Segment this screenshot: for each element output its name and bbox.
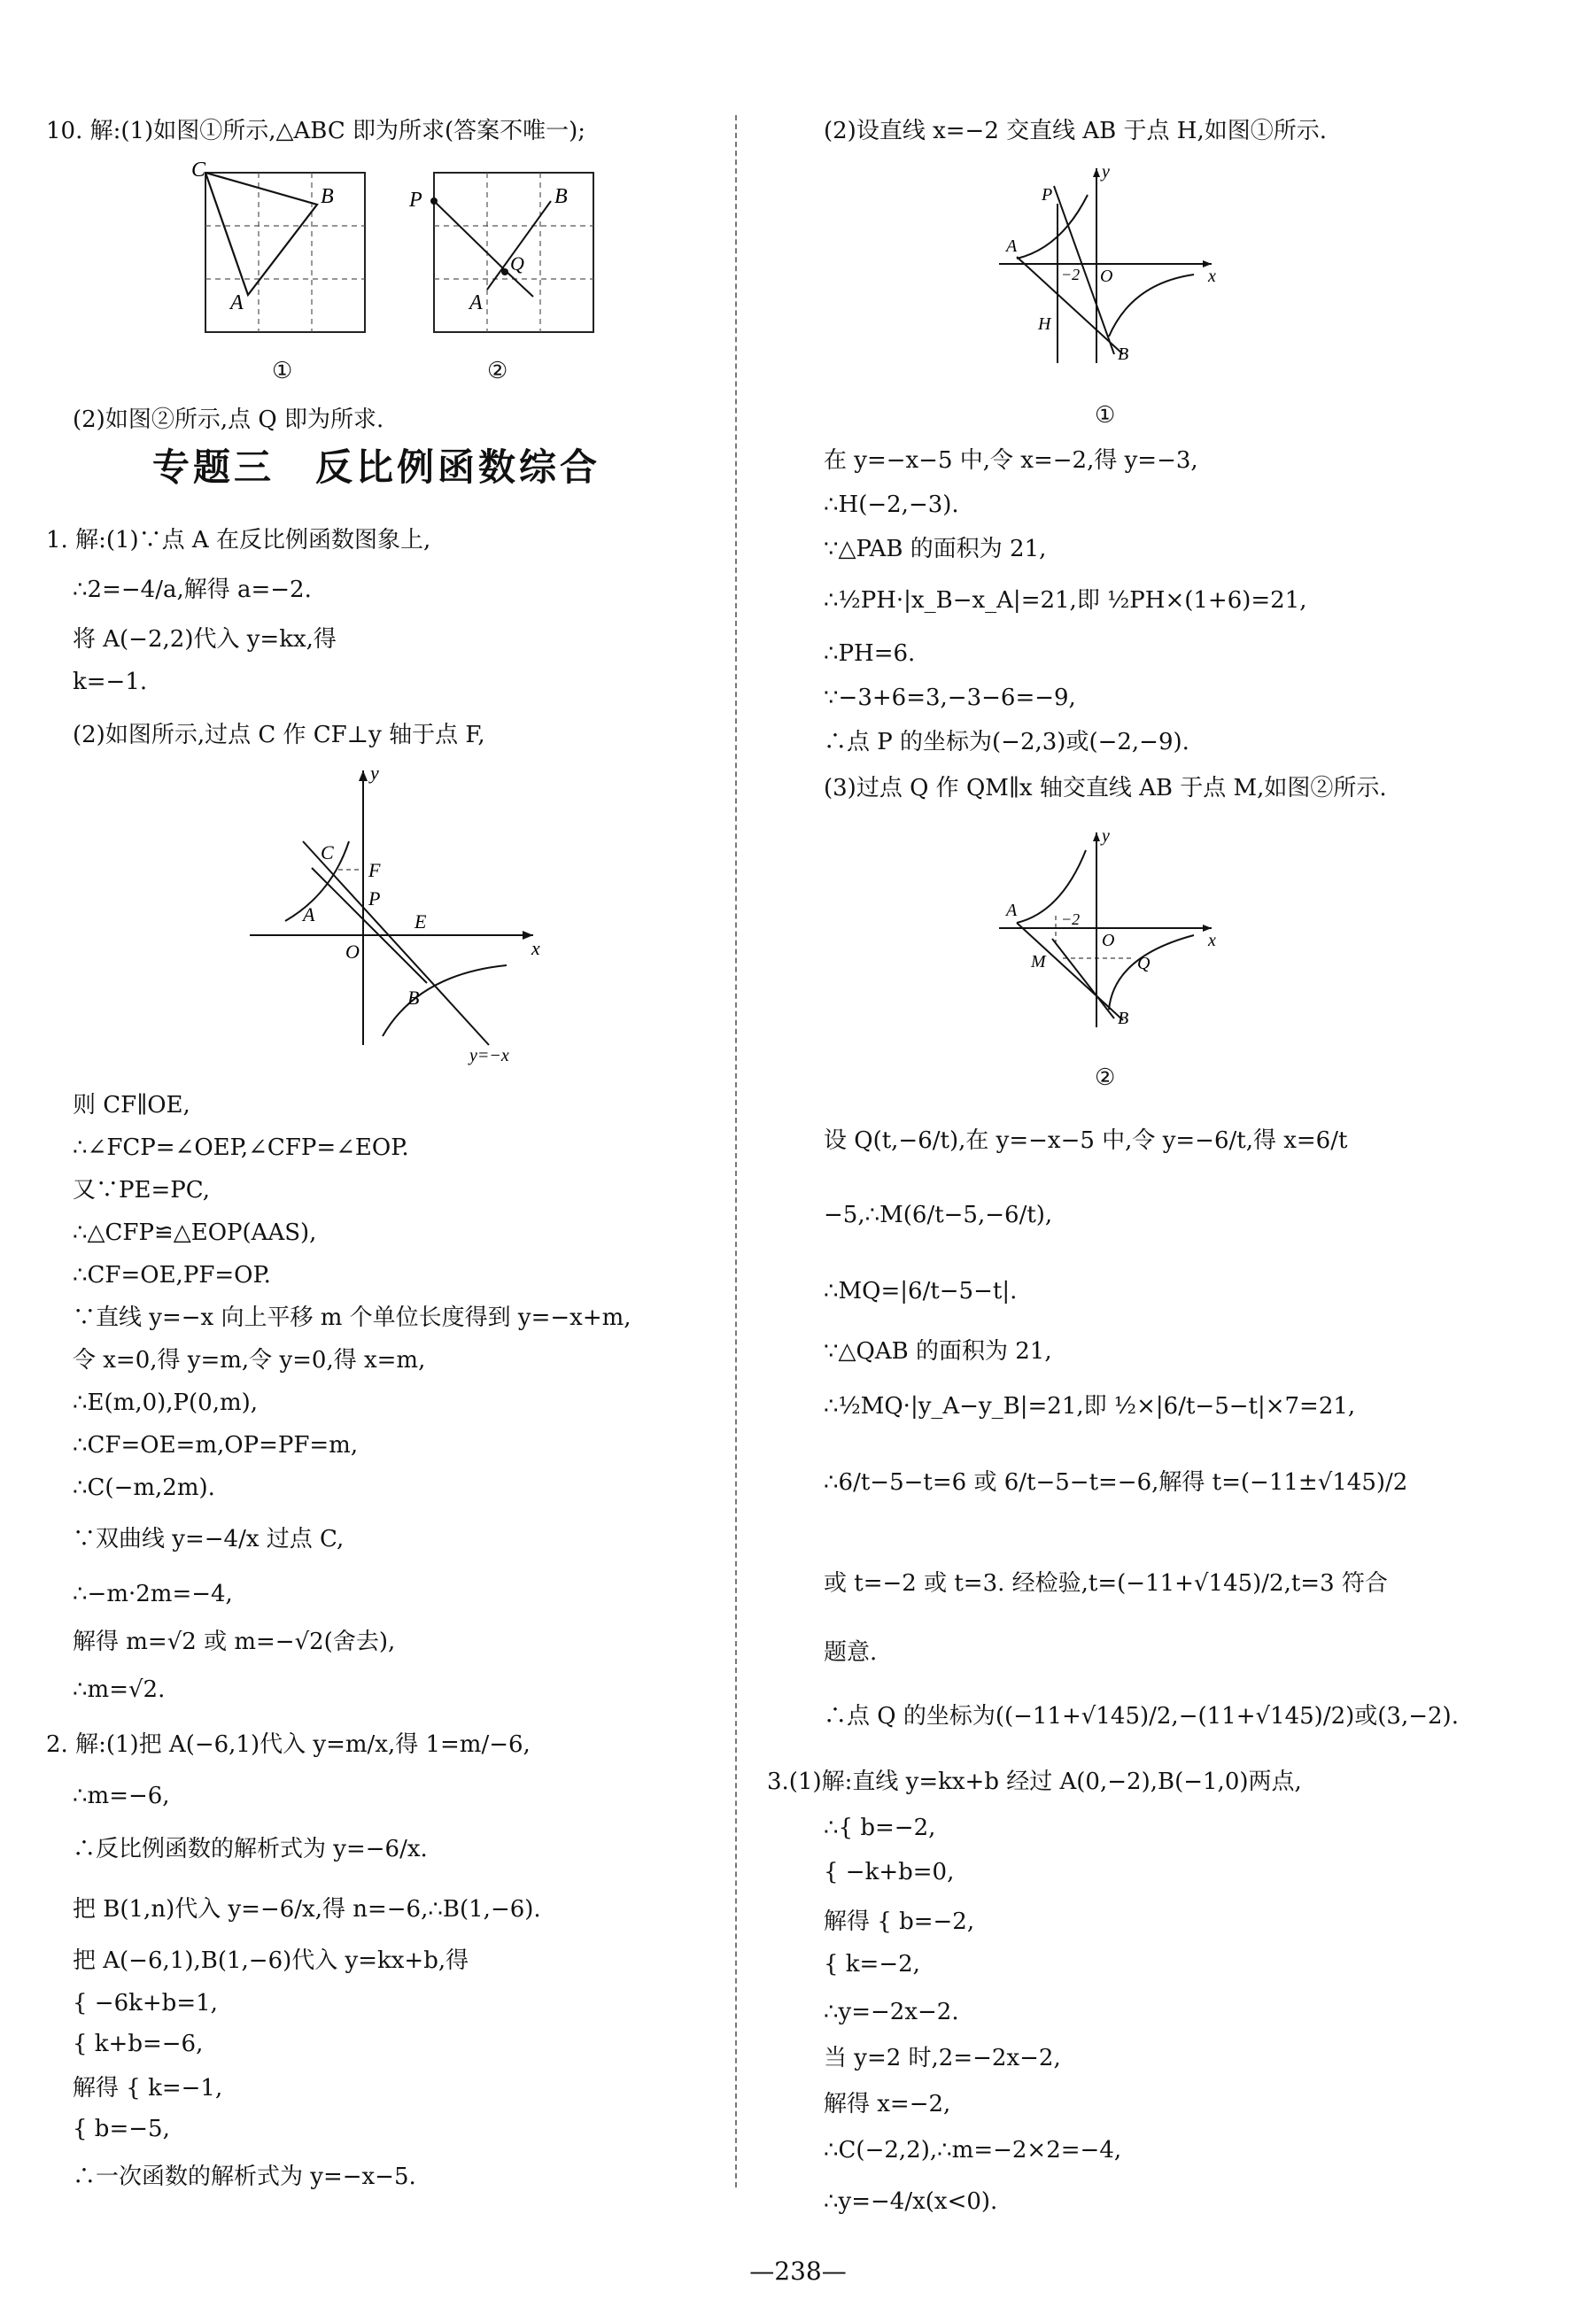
text-line: ∴m=−6,	[73, 1783, 170, 1809]
text-line: ∴E(m,0),P(0,m),	[73, 1390, 259, 1416]
text-line: ∴y=−2x−2.	[824, 1999, 959, 2025]
text-line: { −k+b=0,	[824, 1859, 955, 1885]
grid2-label: P	[409, 189, 422, 212]
text-line: ∵△PAB 的面积为 21,	[824, 536, 1047, 562]
hyperbola-label: x	[531, 937, 540, 959]
graph1-label: −2	[1061, 266, 1081, 283]
text-line: ∴m=√2.	[73, 1676, 166, 1703]
text-line: 或 t=−2 或 t=3. 经检验,t=(−11+√145)/2,t=3 符合	[824, 1570, 1388, 1597]
text-line: ∴点 Q 的坐标为((−11+√145)/2,−(11+√145)/2)或(3,−2).	[824, 1703, 1459, 1730]
graph-figure-1	[999, 159, 1229, 375]
text-line: ∴½MQ·|y_A−y_B|=21,即 ½×|6/t−5−t|×7=21,	[824, 1393, 1356, 1420]
graph1-label: A	[1006, 236, 1018, 256]
text-line: ∴C(−m,2m).	[73, 1475, 215, 1501]
grid1-label: C	[191, 159, 206, 182]
text-line: ∴CF=OE,PF=OP.	[73, 1262, 271, 1289]
page-number: —238—	[749, 2257, 847, 2286]
graph2-label: B	[1118, 1009, 1129, 1028]
text-line: ∴6/t−5−t=6 或 6/t−5−t=−6,解得 t=(−11±√145)/2	[824, 1469, 1408, 1496]
text-line: ∴点 P 的坐标为(−2,3)或(−2,−9).	[824, 729, 1189, 755]
figure-caption: ①	[272, 358, 293, 384]
text-line: 把 A(−6,1),B(1,−6)代入 y=kx+b,得	[73, 1947, 469, 1974]
text-line: 3.(1)解:直线 y=kx+b 经过 A(0,−2),B(−1,0)两点,	[767, 1769, 1302, 1795]
hyperbola-label: y	[370, 762, 379, 784]
figure-caption: ①	[1095, 402, 1116, 429]
text-line: ∴∠FCP=∠OEP,∠CFP=∠EOP.	[73, 1134, 409, 1161]
text-line: ∴△CFP≌△EOP(AAS),	[73, 1219, 317, 1246]
text-line: ∵双曲线 y=−4/x 过点 C,	[73, 1526, 345, 1552]
hyperbola-label: C	[321, 841, 334, 863]
text-line: 10. 解:(1)如图①所示,△ABC 即为所求(答案不唯一);	[46, 118, 586, 144]
graph1-label: x	[1208, 267, 1216, 286]
text-line: ∵直线 y=−x 向上平移 m 个单位长度得到 y=−x+m,	[73, 1304, 631, 1331]
text-line: 把 B(1,n)代入 y=−6/x,得 n=−6,∴B(1,−6).	[73, 1896, 541, 1923]
text-line: (2)如图所示,过点 C 作 CF⊥y 轴于点 F,	[73, 722, 485, 748]
text-line: 解得 m=√2 或 m=−√2(舍去),	[73, 1629, 396, 1655]
graph1-label: P	[1042, 185, 1053, 205]
graph2-label: M	[1031, 952, 1046, 972]
text-line: ∵−3+6=3,−3−6=−9,	[824, 685, 1076, 711]
hyperbola-label: E	[414, 910, 427, 933]
hyperbola-label: A	[303, 903, 315, 925]
text-line: 1. 解:(1)∵点 A 在反比例函数图象上,	[46, 527, 431, 554]
text-line: ∴−m·2m=−4,	[73, 1581, 233, 1607]
text-line: 将 A(−2,2)代入 y=kx,得	[73, 626, 337, 653]
text-line: ∴H(−2,−3).	[824, 492, 959, 518]
hyperbola-label: O	[345, 941, 360, 963]
text-line: −5,∴M(6/t−5,−6/t),	[824, 1202, 1053, 1228]
text-line: 题意.	[824, 1639, 878, 1666]
graph1-label: O	[1100, 267, 1113, 286]
hyperbola-label: B	[407, 987, 420, 1009]
text-line: 又∵PE=PC,	[73, 1177, 210, 1204]
graph2-label: Q	[1137, 954, 1151, 973]
hyperbola-figure	[250, 753, 551, 1075]
graph1-label: B	[1118, 345, 1129, 364]
graph2-label: O	[1102, 931, 1115, 950]
column-divider	[735, 115, 737, 2187]
text-line: ∵△QAB 的面积为 21,	[824, 1338, 1052, 1365]
grid2-label: B	[554, 185, 568, 208]
hyperbola-label: y=−x	[469, 1046, 509, 1065]
graph2-label: A	[1006, 901, 1018, 920]
text-line: { −6k+b=1,	[73, 1990, 218, 2017]
graph1-label: y	[1102, 162, 1110, 182]
text-line: 解得 x=−2,	[824, 2091, 951, 2117]
text-line: ∴反比例函数的解析式为 y=−6/x.	[73, 1836, 428, 1862]
hyperbola-label: F	[368, 859, 381, 881]
graph1-label: H	[1038, 314, 1051, 334]
text-line: 在 y=−x−5 中,令 x=−2,得 y=−3,	[824, 447, 1198, 474]
hyperbola-label: P	[368, 887, 381, 910]
graph-figure-2	[999, 824, 1229, 1040]
grid1-label: B	[321, 185, 334, 208]
text-line: ∴PH=6.	[824, 640, 916, 667]
text-line: { k+b=−6,	[73, 2031, 204, 2057]
text-line: (2)如图②所示,点 Q 即为所求.	[73, 406, 384, 433]
text-line: 解得 { k=−1,	[73, 2075, 223, 2102]
figure-caption: ②	[1095, 1064, 1116, 1091]
grid2-label: Q	[510, 252, 524, 275]
text-line: k=−1.	[73, 669, 148, 695]
text-line: ∴2=−4/a,解得 a=−2.	[73, 577, 312, 603]
text-line: ∴MQ=|6/t−5−t|.	[824, 1278, 1018, 1304]
grid1-label: A	[230, 291, 244, 314]
text-line: ∴CF=OE=m,OP=PF=m,	[73, 1432, 359, 1459]
text-line: 当 y=2 时,2=−2x−2,	[824, 2045, 1061, 2071]
text-line: ∴{ b=−2,	[824, 1815, 936, 1841]
text-line: { b=−5,	[73, 2116, 170, 2142]
graph2-label: −2	[1061, 910, 1081, 928]
grid-figure-2	[409, 164, 604, 362]
section-title: 专题三 反比例函数综合	[152, 445, 601, 489]
text-line: ∴y=−4/x(x<0).	[824, 2188, 998, 2215]
text-line: ∴C(−2,2),∴m=−2×2=−4,	[824, 2137, 1122, 2164]
graph2-label: x	[1208, 931, 1216, 950]
grid-figure-1	[191, 159, 372, 362]
text-line: 令 x=0,得 y=m,令 y=0,得 x=m,	[73, 1347, 426, 1374]
text-line: 2. 解:(1)把 A(−6,1)代入 y=m/x,得 1=m/−6,	[46, 1731, 531, 1758]
figure-caption: ②	[487, 358, 508, 384]
grid2-label: A	[469, 291, 483, 314]
text-line: 设 Q(t,−6/t),在 y=−x−5 中,令 y=−6/t,得 x=6/t	[824, 1127, 1348, 1154]
text-line: (3)过点 Q 作 QM∥x 轴交直线 AB 于点 M,如图②所示.	[824, 775, 1387, 801]
text-line: 则 CF∥OE,	[73, 1092, 190, 1119]
text-line: (2)设直线 x=−2 交直线 AB 于点 H,如图①所示.	[824, 118, 1328, 144]
text-line: { k=−2,	[824, 1951, 920, 1978]
text-line: ∴½PH·|x_B−x_A|=21,即 ½PH×(1+6)=21,	[824, 587, 1307, 614]
text-line: 解得 { b=−2,	[824, 1908, 975, 1935]
graph2-label: y	[1102, 826, 1110, 846]
text-line: ∴一次函数的解析式为 y=−x−5.	[73, 2164, 416, 2190]
